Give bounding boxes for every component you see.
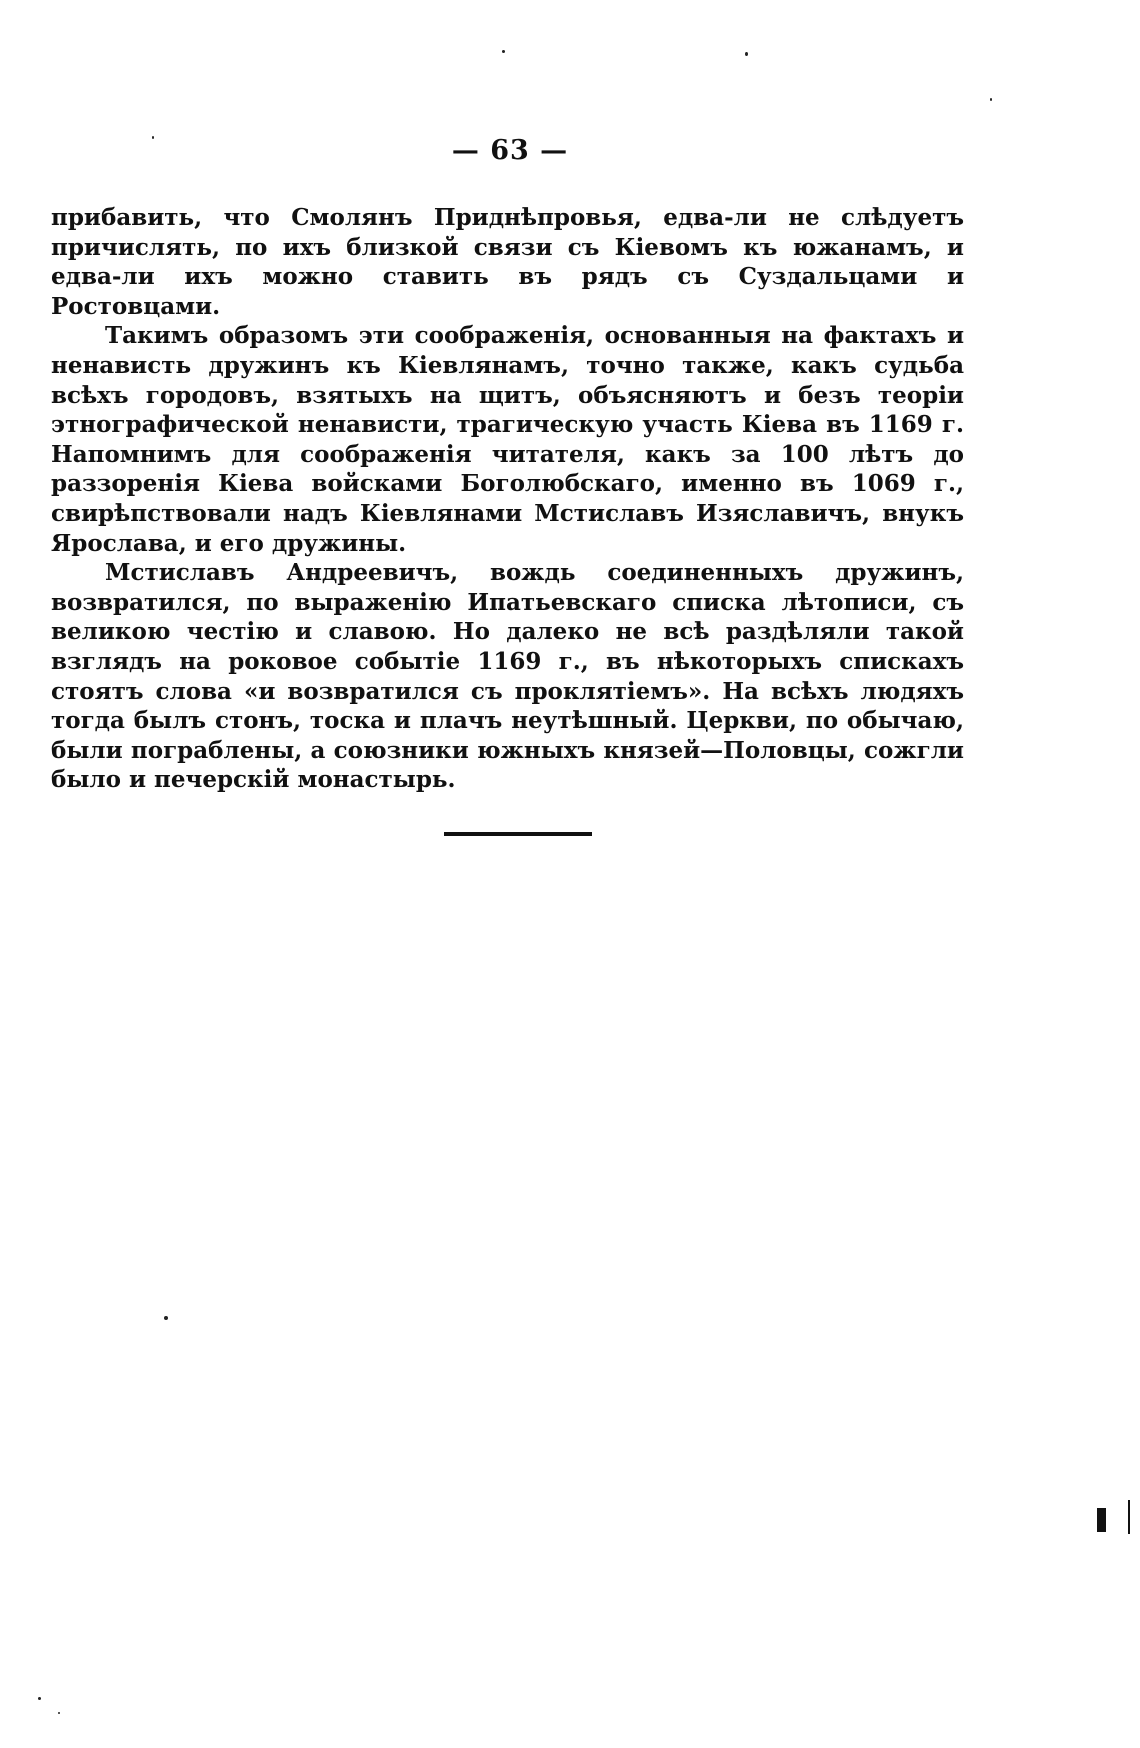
scan-speck <box>164 1316 168 1320</box>
scan-speck <box>745 52 748 56</box>
scan-speck <box>502 50 505 53</box>
scan-speck <box>152 136 154 139</box>
scan-edge-mark <box>1097 1508 1106 1532</box>
scan-speck <box>58 1712 60 1714</box>
section-end-rule <box>444 832 592 836</box>
body-text <box>51 203 964 795</box>
page-number: — 63 — <box>451 135 569 166</box>
scan-speck <box>38 1697 41 1700</box>
paragraph-continuation: прибавить, что Смолянъ Приднѣпровья, едва-ли не слѣдуетъ причислять, по ихъ близкой связи съ Кіевомъ къ южанамъ, и едва-ли ихъ можно ставить въ рядъ съ Суздальцами и Ростовцами. <box>51 204 964 320</box>
scan-speck <box>990 98 992 101</box>
scan-edge-mark <box>1128 1500 1130 1534</box>
paragraph-mstislav-return: Мстиславъ Андреевичъ, вождь соединенныхъ дружинъ, возвратился, по выраженію Ипатьевскаго списка лѣтописи, съ великою честію и славою. Но далеко не всѣ раздѣляли такой взглядъ на роковое событіе 1169 г., въ нѣкоторыхъ спискахъ стоятъ слова «и возвратился съ проклятіемъ». На всѣхъ людяхъ тогда былъ стонъ, тоска и плачъ неутѣшный. Церкви, по обычаю, были пограблены, а союзники южныхъ князей—Половцы, сожгли было и печерскій монастырь. <box>51 559 964 794</box>
paragraph-kiev-fate: Такимъ образомъ эти соображенія, основанныя на фактахъ и ненависть дружинъ къ Кіевлянамъ, точно также, какъ судьба всѣхъ городовъ, взятыхъ на щитъ, объясняютъ и безъ теоріи этнографической ненависти, трагическую участь Кіева въ 1169 г. Напомнимъ для соображенія читателя, какъ за 100 лѣтъ до раззоренія Кіева войсками Боголюбскаго, именно въ 1069 г., свирѣпствовали надъ Кіевлянами Мстиславъ Изяславичъ, внукъ Ярослава, и его дружины. <box>51 322 964 557</box>
